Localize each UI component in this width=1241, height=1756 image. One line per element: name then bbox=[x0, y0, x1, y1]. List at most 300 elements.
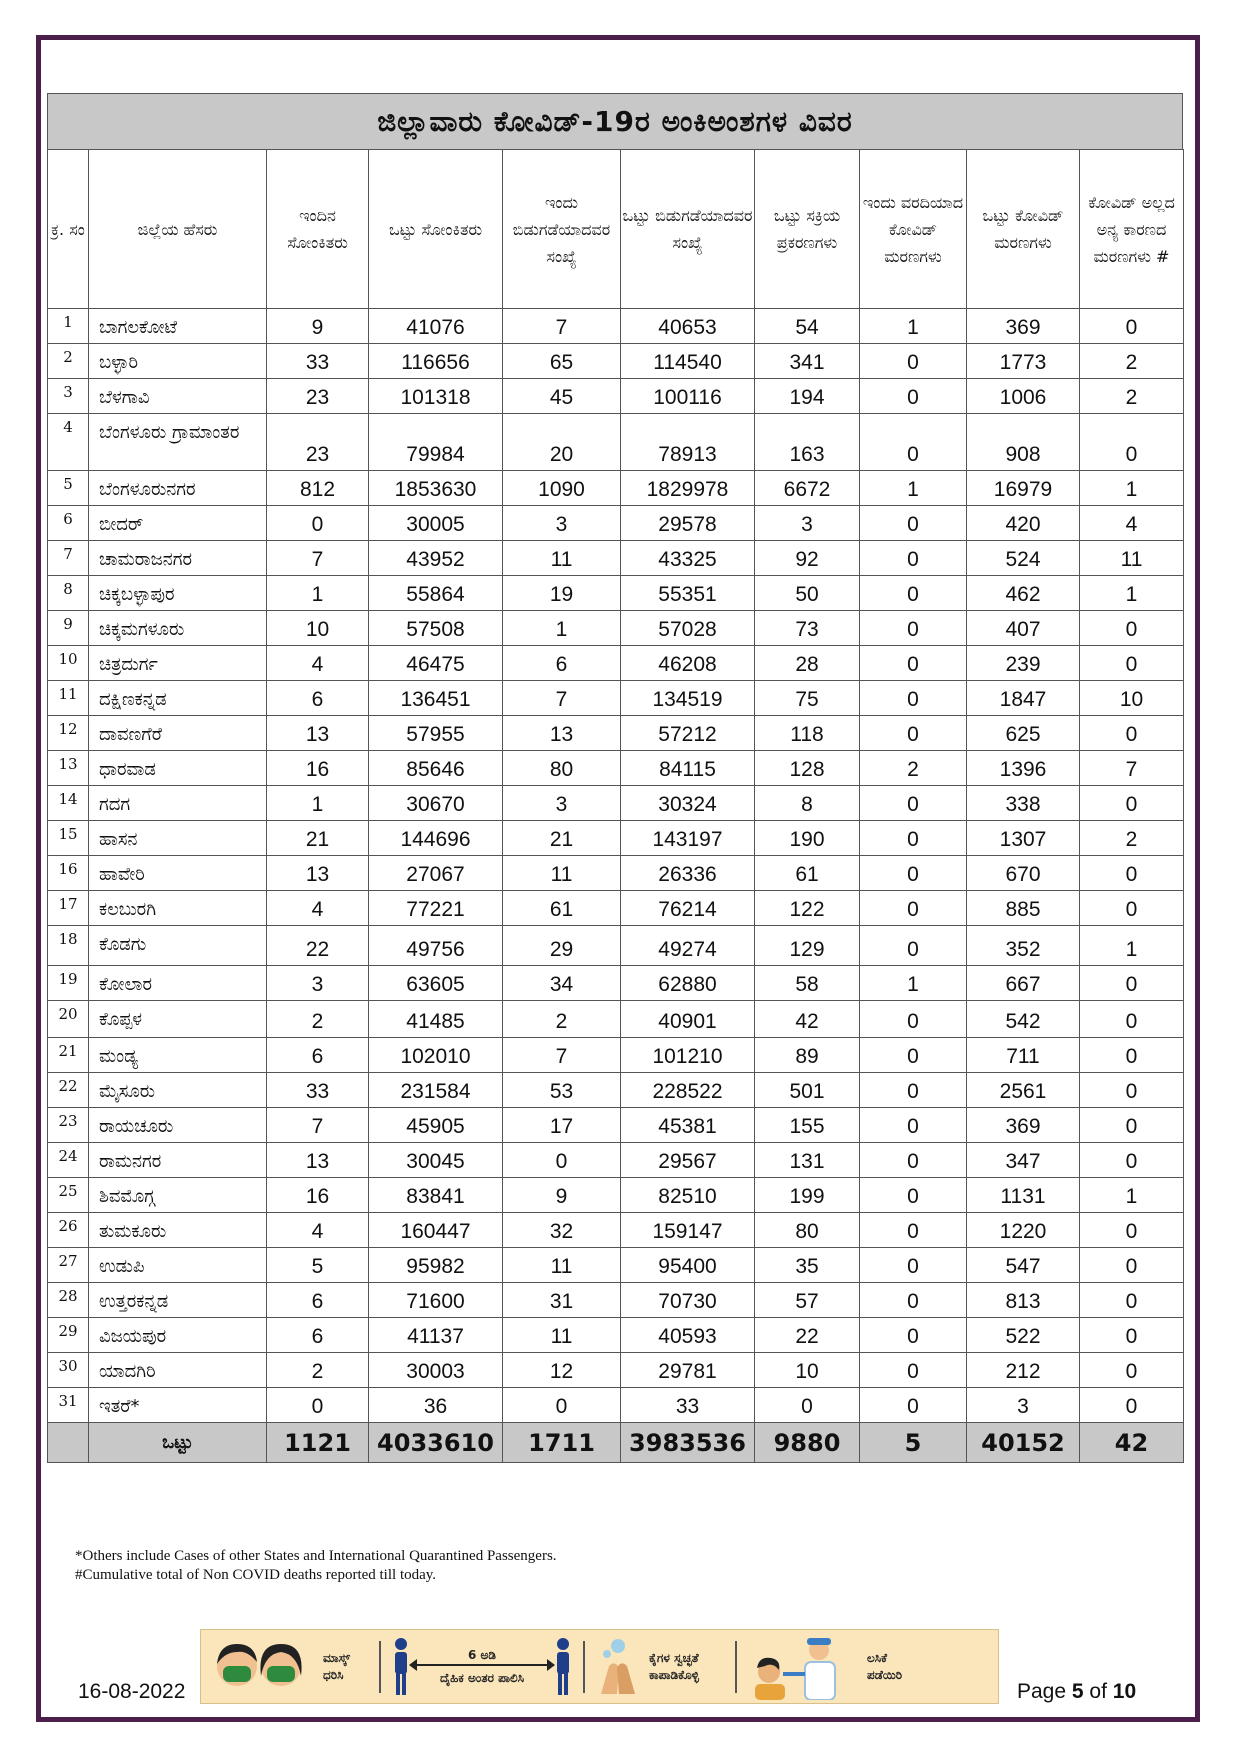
row-value: 92 bbox=[755, 541, 860, 576]
row-value: 57508 bbox=[369, 611, 503, 646]
row-value: 542 bbox=[967, 1001, 1080, 1038]
row-value: 50 bbox=[755, 576, 860, 611]
row-value: 13 bbox=[267, 856, 369, 891]
row-value: 136451 bbox=[369, 681, 503, 716]
row-value: 62880 bbox=[621, 966, 755, 1001]
row-value: 3 bbox=[755, 506, 860, 541]
row-value: 407 bbox=[967, 611, 1080, 646]
row-value: 6 bbox=[503, 646, 621, 681]
total-today-positive: 1121 bbox=[267, 1423, 369, 1463]
row-value: 0 bbox=[860, 1073, 967, 1108]
row-value: 83841 bbox=[369, 1178, 503, 1213]
row-value: 212 bbox=[967, 1353, 1080, 1388]
row-value: 129 bbox=[755, 926, 860, 966]
district-name: ಇತರೆ* bbox=[89, 1388, 267, 1423]
row-value: 0 bbox=[860, 926, 967, 966]
row-value: 95982 bbox=[369, 1248, 503, 1283]
table-row bbox=[48, 716, 1184, 751]
table-row bbox=[48, 646, 1184, 681]
row-value: 41485 bbox=[369, 1001, 503, 1038]
district-name: ಯಾದಗಿರಿ bbox=[89, 1353, 267, 1388]
row-value: 7 bbox=[503, 681, 621, 716]
page-of: of bbox=[1083, 1680, 1113, 1703]
row-value: 57955 bbox=[369, 716, 503, 751]
row-serial: 19 bbox=[48, 966, 89, 1001]
district-name: ಚಾಮರಾಜನಗರ bbox=[89, 541, 267, 576]
district-name: ಧಾರವಾಡ bbox=[89, 751, 267, 786]
row-value: 0 bbox=[267, 506, 369, 541]
row-value: 78913 bbox=[621, 414, 755, 471]
row-value: 29578 bbox=[621, 506, 755, 541]
row-value: 118 bbox=[755, 716, 860, 751]
row-serial: 30 bbox=[48, 1353, 89, 1388]
row-value: 194 bbox=[755, 379, 860, 414]
row-value: 41137 bbox=[369, 1318, 503, 1353]
row-value: 11 bbox=[503, 1248, 621, 1283]
row-value: 13 bbox=[503, 716, 621, 751]
row-value: 0 bbox=[860, 681, 967, 716]
header-total-positive: ಒಟ್ಟು ಸೋಂಕಿತರು bbox=[369, 150, 503, 309]
table-row bbox=[48, 1108, 1184, 1143]
row-value: 42 bbox=[755, 1001, 860, 1038]
row-value: 77221 bbox=[369, 891, 503, 926]
row-value: 0 bbox=[1080, 856, 1184, 891]
header-today-discharged: ಇಂದು ಬಿಡುಗಡೆಯಾದವರ ಸಂಖ್ಯೆ bbox=[503, 150, 621, 309]
row-serial: 29 bbox=[48, 1318, 89, 1353]
banner-hygiene-section bbox=[585, 1630, 735, 1703]
row-value: 16 bbox=[267, 751, 369, 786]
row-value: 7 bbox=[503, 1038, 621, 1073]
row-serial: 13 bbox=[48, 751, 89, 786]
total-row bbox=[48, 1423, 1184, 1463]
row-value: 1307 bbox=[967, 821, 1080, 856]
row-value: 0 bbox=[860, 1038, 967, 1073]
row-value: 63605 bbox=[369, 966, 503, 1001]
row-value: 65 bbox=[503, 344, 621, 379]
person-left-icon bbox=[391, 1637, 411, 1697]
row-value: 3 bbox=[503, 506, 621, 541]
row-value: 0 bbox=[860, 786, 967, 821]
row-value: 338 bbox=[967, 786, 1080, 821]
row-value: 101318 bbox=[369, 379, 503, 414]
row-serial: 14 bbox=[48, 786, 89, 821]
total-today-discharged: 1711 bbox=[503, 1423, 621, 1463]
row-value: 76214 bbox=[621, 891, 755, 926]
page-number bbox=[1017, 1680, 1136, 1704]
page-current: 5 bbox=[1071, 1680, 1084, 1703]
row-value: 45381 bbox=[621, 1108, 755, 1143]
row-value: 114540 bbox=[621, 344, 755, 379]
row-value: 670 bbox=[967, 856, 1080, 891]
banner-distance-bottom: ದೈಹಿಕ ಅಂತರ ಪಾಲಿಸಿ bbox=[439, 1670, 525, 1685]
row-value: 82510 bbox=[621, 1178, 755, 1213]
header-non-covid-deaths: ಕೋವಿಡ್ ಅಲ್ಲದ ಅನ್ಯ ಕಾರಣದ ಮರಣಗಳು # bbox=[1080, 150, 1184, 309]
footnotes bbox=[75, 1547, 557, 1585]
row-value: 1 bbox=[267, 786, 369, 821]
row-value: 1220 bbox=[967, 1213, 1080, 1248]
district-stats-sheet bbox=[47, 93, 1183, 1463]
row-value: 667 bbox=[967, 966, 1080, 1001]
row-value: 30324 bbox=[621, 786, 755, 821]
row-value: 0 bbox=[860, 379, 967, 414]
row-value: 239 bbox=[967, 646, 1080, 681]
row-value: 11 bbox=[1080, 541, 1184, 576]
row-value: 3 bbox=[267, 966, 369, 1001]
banner-distance-top: 6 ಅಡಿ bbox=[468, 1647, 496, 1662]
row-value: 40593 bbox=[621, 1318, 755, 1353]
row-value: 80 bbox=[503, 751, 621, 786]
row-value: 58 bbox=[755, 966, 860, 1001]
table-row bbox=[48, 821, 1184, 856]
row-serial: 8 bbox=[48, 576, 89, 611]
row-value: 155 bbox=[755, 1108, 860, 1143]
header-total-discharged: ಒಟ್ಟು ಬಿಡುಗಡೆಯಾದವರ ಸಂಖ್ಯೆ bbox=[621, 150, 755, 309]
row-value: 11 bbox=[503, 856, 621, 891]
row-value: 33 bbox=[267, 344, 369, 379]
district-name: ಬೆಂಗಳೂರುನಗರ bbox=[89, 471, 267, 506]
row-value: 1 bbox=[267, 576, 369, 611]
district-name: ಉತ್ತರಕನ್ನಡ bbox=[89, 1283, 267, 1318]
row-value: 19 bbox=[503, 576, 621, 611]
row-serial: 25 bbox=[48, 1178, 89, 1213]
row-value: 1 bbox=[1080, 576, 1184, 611]
row-value: 0 bbox=[1080, 716, 1184, 751]
row-serial: 17 bbox=[48, 891, 89, 926]
row-value: 80 bbox=[755, 1213, 860, 1248]
row-value: 0 bbox=[860, 541, 967, 576]
row-value: 0 bbox=[1080, 646, 1184, 681]
row-value: 0 bbox=[1080, 891, 1184, 926]
table-row bbox=[48, 1001, 1184, 1038]
safety-banner bbox=[200, 1629, 999, 1704]
row-value: 1829978 bbox=[621, 471, 755, 506]
header-total-deaths: ಒಟ್ಟು ಕೋವಿಡ್ ಮರಣಗಳು bbox=[967, 150, 1080, 309]
row-value: 4 bbox=[267, 646, 369, 681]
row-value: 0 bbox=[1080, 1388, 1184, 1423]
row-value: 22 bbox=[755, 1318, 860, 1353]
district-name: ಶಿವಮೊಗ್ಗ bbox=[89, 1178, 267, 1213]
row-value: 6 bbox=[267, 1038, 369, 1073]
row-value: 0 bbox=[860, 344, 967, 379]
row-value: 4 bbox=[1080, 506, 1184, 541]
distance-arrow bbox=[417, 1647, 547, 1687]
row-value: 10 bbox=[267, 611, 369, 646]
row-serial: 20 bbox=[48, 1001, 89, 1038]
row-value: 813 bbox=[967, 1283, 1080, 1318]
district-name: ವಿಜಯಪುರ bbox=[89, 1318, 267, 1353]
banner-hygiene-text: ಕೈಗಳ ಸ್ವಚ್ಛತೆ ಕಾಪಾಡಿಕೊಳ್ಳಿ bbox=[649, 1650, 699, 1682]
total-sl-cell bbox=[48, 1423, 89, 1463]
table-row bbox=[48, 471, 1184, 506]
table-row bbox=[48, 751, 1184, 786]
row-value: 908 bbox=[967, 414, 1080, 471]
district-name: ರಾಮನಗರ bbox=[89, 1143, 267, 1178]
row-value: 3 bbox=[503, 786, 621, 821]
row-value: 26336 bbox=[621, 856, 755, 891]
row-value: 1131 bbox=[967, 1178, 1080, 1213]
row-value: 29567 bbox=[621, 1143, 755, 1178]
table-row bbox=[48, 1318, 1184, 1353]
row-value: 0 bbox=[860, 856, 967, 891]
row-value: 46475 bbox=[369, 646, 503, 681]
row-value: 21 bbox=[503, 821, 621, 856]
row-value: 0 bbox=[860, 1213, 967, 1248]
district-name: ದಾವಣಗೆರೆ bbox=[89, 716, 267, 751]
row-value: 0 bbox=[503, 1143, 621, 1178]
row-serial: 28 bbox=[48, 1283, 89, 1318]
row-value: 199 bbox=[755, 1178, 860, 1213]
row-value: 0 bbox=[1080, 1283, 1184, 1318]
district-name: ಬಾಗಲಕೋಟೆ bbox=[89, 309, 267, 344]
table-row bbox=[48, 344, 1184, 379]
row-value: 1 bbox=[860, 471, 967, 506]
row-value: 20 bbox=[503, 414, 621, 471]
row-value: 75 bbox=[755, 681, 860, 716]
table-header-row bbox=[48, 150, 1184, 309]
row-value: 6 bbox=[267, 1283, 369, 1318]
row-value: 1090 bbox=[503, 471, 621, 506]
row-value: 45905 bbox=[369, 1108, 503, 1143]
row-serial: 12 bbox=[48, 716, 89, 751]
row-value: 190 bbox=[755, 821, 860, 856]
row-value: 2 bbox=[860, 751, 967, 786]
row-value: 0 bbox=[860, 506, 967, 541]
row-value: 522 bbox=[967, 1318, 1080, 1353]
row-value: 0 bbox=[860, 821, 967, 856]
row-value: 61 bbox=[503, 891, 621, 926]
district-name: ಬೀದರ್ bbox=[89, 506, 267, 541]
footnote-others: *Others include Cases of other States and International Quarantined Passengers. bbox=[75, 1548, 557, 1564]
table-row bbox=[48, 1388, 1184, 1423]
row-value: 102010 bbox=[369, 1038, 503, 1073]
table-body bbox=[48, 309, 1184, 1423]
row-value: 143197 bbox=[621, 821, 755, 856]
row-value: 29 bbox=[503, 926, 621, 966]
row-value: 3 bbox=[967, 1388, 1080, 1423]
table-row bbox=[48, 1283, 1184, 1318]
row-value: 228522 bbox=[621, 1073, 755, 1108]
row-value: 0 bbox=[860, 1353, 967, 1388]
row-value: 33 bbox=[267, 1073, 369, 1108]
row-value: 57028 bbox=[621, 611, 755, 646]
table-row bbox=[48, 926, 1184, 966]
total-total-discharged: 3983536 bbox=[621, 1423, 755, 1463]
row-value: 54 bbox=[755, 309, 860, 344]
footnote-cumulative: #Cumulative total of Non COVID deaths reported till today. bbox=[75, 1567, 437, 1583]
row-serial: 21 bbox=[48, 1038, 89, 1073]
row-value: 33 bbox=[621, 1388, 755, 1423]
banner-distance-section bbox=[381, 1630, 583, 1703]
row-value: 79984 bbox=[369, 414, 503, 471]
row-value: 0 bbox=[1080, 309, 1184, 344]
row-value: 347 bbox=[967, 1143, 1080, 1178]
table-row bbox=[48, 786, 1184, 821]
row-value: 2 bbox=[267, 1353, 369, 1388]
banner-mask-text: ಮಾಸ್ಕ್ ಧರಿಸಿ bbox=[323, 1650, 351, 1682]
row-value: 1847 bbox=[967, 681, 1080, 716]
row-value: 7 bbox=[267, 541, 369, 576]
district-name: ಚಿತ್ರದುರ್ಗ bbox=[89, 646, 267, 681]
row-value: 1853630 bbox=[369, 471, 503, 506]
row-value: 0 bbox=[860, 716, 967, 751]
row-value: 30670 bbox=[369, 786, 503, 821]
table-row bbox=[48, 611, 1184, 646]
row-value: 7 bbox=[1080, 751, 1184, 786]
table-row bbox=[48, 1353, 1184, 1388]
row-value: 0 bbox=[860, 1283, 967, 1318]
row-value: 122 bbox=[755, 891, 860, 926]
row-serial: 6 bbox=[48, 506, 89, 541]
row-value: 0 bbox=[860, 1248, 967, 1283]
row-value: 128 bbox=[755, 751, 860, 786]
row-serial: 26 bbox=[48, 1213, 89, 1248]
row-serial: 15 bbox=[48, 821, 89, 856]
district-name: ಹಾವೇರಿ bbox=[89, 856, 267, 891]
row-value: 2 bbox=[1080, 344, 1184, 379]
row-value: 1 bbox=[860, 966, 967, 1001]
row-serial: 9 bbox=[48, 611, 89, 646]
district-name: ಗದಗ bbox=[89, 786, 267, 821]
row-value: 0 bbox=[1080, 1108, 1184, 1143]
row-value: 231584 bbox=[369, 1073, 503, 1108]
header-active: ಒಟ್ಟು ಸಕ್ರಿಯ ಪ್ರಕರಣಗಳು bbox=[755, 150, 860, 309]
row-serial: 18 bbox=[48, 926, 89, 966]
row-serial: 16 bbox=[48, 856, 89, 891]
row-value: 22 bbox=[267, 926, 369, 966]
row-value: 9 bbox=[503, 1178, 621, 1213]
table-row bbox=[48, 1248, 1184, 1283]
row-value: 2561 bbox=[967, 1073, 1080, 1108]
row-value: 6672 bbox=[755, 471, 860, 506]
row-value: 6 bbox=[267, 681, 369, 716]
row-serial: 22 bbox=[48, 1073, 89, 1108]
row-value: 57 bbox=[755, 1283, 860, 1318]
table-row bbox=[48, 966, 1184, 1001]
row-value: 49274 bbox=[621, 926, 755, 966]
row-value: 43325 bbox=[621, 541, 755, 576]
row-value: 35 bbox=[755, 1248, 860, 1283]
row-value: 420 bbox=[967, 506, 1080, 541]
row-value: 159147 bbox=[621, 1213, 755, 1248]
row-value: 0 bbox=[860, 1001, 967, 1038]
person-right-icon bbox=[553, 1637, 573, 1697]
row-value: 10 bbox=[755, 1353, 860, 1388]
row-value: 16979 bbox=[967, 471, 1080, 506]
row-serial: 10 bbox=[48, 646, 89, 681]
row-value: 0 bbox=[860, 611, 967, 646]
total-today-deaths: 5 bbox=[860, 1423, 967, 1463]
row-value: 10 bbox=[1080, 681, 1184, 716]
row-value: 13 bbox=[267, 1143, 369, 1178]
row-value: 812 bbox=[267, 471, 369, 506]
total-label: ಒಟ್ಟು bbox=[89, 1423, 267, 1463]
district-name: ಚಿಕ್ಕಮಗಳೂರು bbox=[89, 611, 267, 646]
row-serial: 31 bbox=[48, 1388, 89, 1423]
row-value: 0 bbox=[1080, 786, 1184, 821]
row-value: 4 bbox=[267, 891, 369, 926]
row-value: 4 bbox=[267, 1213, 369, 1248]
row-value: 0 bbox=[1080, 1143, 1184, 1178]
row-value: 341 bbox=[755, 344, 860, 379]
table-row bbox=[48, 1038, 1184, 1073]
row-value: 7 bbox=[267, 1108, 369, 1143]
row-value: 116656 bbox=[369, 344, 503, 379]
row-value: 28 bbox=[755, 646, 860, 681]
row-value: 1 bbox=[860, 309, 967, 344]
row-value: 711 bbox=[967, 1038, 1080, 1073]
row-value: 524 bbox=[967, 541, 1080, 576]
district-name: ಕಲಬುರಗಿ bbox=[89, 891, 267, 926]
row-value: 8 bbox=[755, 786, 860, 821]
district-name: ಚಿಕ್ಕಬಳ್ಳಾಪುರ bbox=[89, 576, 267, 611]
table-row bbox=[48, 1073, 1184, 1108]
district-name: ಮಂಡ್ಯ bbox=[89, 1038, 267, 1073]
row-serial: 4 bbox=[48, 414, 89, 471]
total-non-covid-deaths: 42 bbox=[1080, 1423, 1184, 1463]
row-value: 0 bbox=[755, 1388, 860, 1423]
row-value: 0 bbox=[1080, 1001, 1184, 1038]
row-value: 547 bbox=[967, 1248, 1080, 1283]
row-serial: 23 bbox=[48, 1108, 89, 1143]
row-value: 0 bbox=[860, 646, 967, 681]
row-value: 89 bbox=[755, 1038, 860, 1073]
row-value: 46208 bbox=[621, 646, 755, 681]
row-value: 0 bbox=[860, 1108, 967, 1143]
row-value: 29781 bbox=[621, 1353, 755, 1388]
table-row bbox=[48, 414, 1184, 471]
row-value: 144696 bbox=[369, 821, 503, 856]
district-covid-table bbox=[47, 149, 1184, 1463]
double-arrow-icon bbox=[417, 1664, 547, 1666]
district-name: ಬೆಳಗಾವಿ bbox=[89, 379, 267, 414]
row-value: 0 bbox=[860, 1143, 967, 1178]
row-value: 34 bbox=[503, 966, 621, 1001]
row-value: 1 bbox=[1080, 1178, 1184, 1213]
row-value: 53 bbox=[503, 1073, 621, 1108]
banner-mask-section bbox=[201, 1630, 379, 1703]
header-today-positive: ಇಂದಿನ ಸೋಂಕಿತರು bbox=[267, 150, 369, 309]
row-value: 100116 bbox=[621, 379, 755, 414]
row-value: 163 bbox=[755, 414, 860, 471]
row-value: 95400 bbox=[621, 1248, 755, 1283]
row-value: 1 bbox=[1080, 471, 1184, 506]
district-name: ಕೊಪ್ಪಳ bbox=[89, 1001, 267, 1038]
table-row bbox=[48, 1213, 1184, 1248]
district-name: ತುಮಕೂರು bbox=[89, 1213, 267, 1248]
row-value: 1006 bbox=[967, 379, 1080, 414]
row-value: 73 bbox=[755, 611, 860, 646]
row-value: 1 bbox=[503, 611, 621, 646]
hand-wash-icon bbox=[595, 1636, 641, 1698]
row-value: 30005 bbox=[369, 506, 503, 541]
row-value: 13 bbox=[267, 716, 369, 751]
vaccination-icon bbox=[747, 1634, 851, 1700]
total-total-deaths: 40152 bbox=[967, 1423, 1080, 1463]
row-value: 30003 bbox=[369, 1353, 503, 1388]
row-value: 70730 bbox=[621, 1283, 755, 1318]
row-value: 49756 bbox=[369, 926, 503, 966]
row-value: 85646 bbox=[369, 751, 503, 786]
row-value: 2 bbox=[267, 1001, 369, 1038]
row-value: 2 bbox=[503, 1001, 621, 1038]
row-value: 369 bbox=[967, 1108, 1080, 1143]
row-value: 21 bbox=[267, 821, 369, 856]
header-district: ಜಿಲ್ಲೆಯ ಹೆಸರು bbox=[89, 150, 267, 309]
total-active: 9880 bbox=[755, 1423, 860, 1463]
district-name: ಮೈಸೂರು bbox=[89, 1073, 267, 1108]
row-value: 40901 bbox=[621, 1001, 755, 1038]
row-value: 71600 bbox=[369, 1283, 503, 1318]
